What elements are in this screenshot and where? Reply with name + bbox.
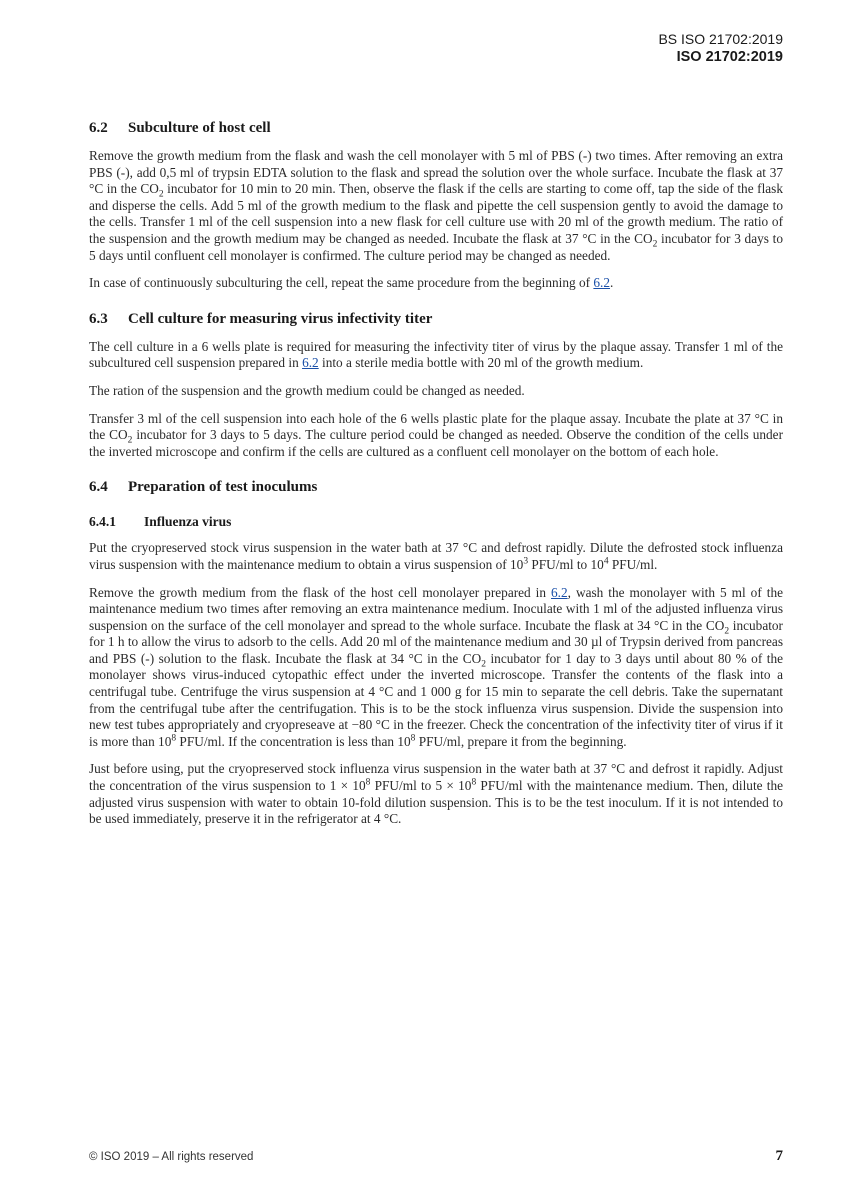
text-run: PFU/ml. [608,556,658,572]
section-number: 6.4 [89,479,108,496]
text-run: incubator for 1 h to allow the virus to adsorb to the cells. Add 20 ml of the maintenance medium and 30 µl of Trypsin derived from pancreas and PBS (-) solution to the flask. Incubate the flask at 34 °C in the CO [89,617,783,666]
section-title: Cell culture for measuring virus infectivity titer [128,310,433,327]
paragraph: The ration of the suspension and the growth medium could be changed as needed. [89,382,525,398]
text-run: Put the cryopreserved stock virus suspension in the water bath at 37 °C and defrost rapidly. Dilute the defrosted stock influenza virus suspension with the maintenance medium to obtain a virus suspension of 10 [89,540,783,572]
document-body [89,118,783,839]
subscript: 2 [724,626,730,637]
text-run: PFU/ml with the maintenance medium. Then, dilute the adjusted virus suspension with water to obtain 10-fold dilution suspension. This is to be the test inoculum. If it is not intended to be used immediately, preserve it in the refrigerator at 4 °C. [89,778,784,827]
section-number: 6.2 [89,120,108,136]
section-title: Subculture of host cell [128,120,271,136]
section-6-3-heading [89,309,783,329]
text-run: incubator for 3 days to 5 days. The culture period could be changed as needed. Observe the condition of the cells under the inverted microscope and confirm if the cells are cultured as a confluent cell monolayer on the bottom of each hole. [89,427,783,459]
text-run: incubator for 3 days to 5 days until confluent cell monolayer is confirmed. The culture period may be changed as needed. [89,230,783,263]
section-title: Preparation of test inoculums [128,479,318,496]
subscript: 2 [652,239,658,250]
paragraph [89,540,783,573]
text-run: PFU/ml to 5 × 10 [370,778,472,794]
paragraph [89,585,783,751]
text-run: into a sterile media bottle with 20 ml of the growth medium. [318,355,644,371]
clause-reference-link[interactable]: 6.2 [551,584,568,600]
text-run: Transfer 3 ml of the cell suspension into each hole of the 6 wells plastic plate for the plaque assay. Incubate the plate at 37 °C in the CO [89,410,783,443]
subsection-6-4-1-heading [89,513,783,531]
text-run: PFU/ml to 10 [528,556,604,572]
text-run: PFU/ml, prepare it from the beginning. [415,733,627,749]
text-run: Remove the growth medium from the flask of the host cell monolayer prepared in [89,584,552,600]
page-number: 7 [775,1148,783,1164]
text-run: . [610,275,614,291]
text-run: The cell culture in a 6 wells plate is required for measuring the infectivity titer of virus by the plaque assay. Transfer 1 ml of the subcultured cell suspension prepared in [89,338,783,371]
section-6-2-heading [89,118,783,138]
page-header [658,30,783,66]
superscript: 3 [523,556,529,567]
text-run: Remove the growth medium from the flask and wash the cell monolayer with 5 ml of PBS (-) two times. After removing an extra PBS (-), add 0,5 ml of trypsin EDTA solution to the flask and spread the solution over the whole surface. Incubate the flask at 37 °C in the CO [89,148,783,197]
text-run: Just before using, put the cryopreserved stock influenza virus suspension in the water bath at 37 °C and defrost it rapidly. Adjust the concentration of the virus suspension to 1 × 10 [89,761,783,794]
superscript: 8 [471,777,477,788]
superscript: 8 [365,777,371,788]
superscript: 8 [171,733,177,744]
subscript: 2 [158,189,164,200]
clause-reference-link[interactable]: 6.2 [593,275,611,291]
text-run: incubator for 1 day to 3 days until about 80 % of the monolayer shows virus-induced cytopathic effect under the inverted microscope. Transfer the contents of the flask into a centrifugal tube. Centrifuge the virus suspension at 4 °C and 1 000 g for 15 min to separate the cell debris. Take the supernatant from the centrifugal tube after the centrifugation. This is to be the stock influenza virus suspension. Divide the suspension into new test tubes appropriately and cryopreseave at −80 °C in the freezer. Check the concentration of the infectivity titer of virus if it is more than 10 [89,650,784,749]
text-run: In case of continuously subculturing the cell, repeat the same procedure from the beginning of [89,275,594,291]
header-standard-iso: ISO 21702:2019 [676,49,783,65]
copyright-notice: © ISO 2019 – All rights reserved [89,1151,254,1163]
paragraph [89,761,783,827]
subsection-number: 6.4.1 [89,514,116,530]
superscript: 4 [603,556,609,567]
page-footer [89,1148,783,1164]
paragraph [89,339,783,372]
clause-reference-link[interactable]: 6.2 [302,355,319,371]
text-run: incubator for 10 min to 20 min. Then, observe the flask if the cells are starting to come off, tap the side of the flask and disperse the cells. Add 5 ml of the growth medium to the flask and pipette the cell suspension gently to avoid the damage to the cells. Transfer 1 ml of the cell suspension into a new flask for cell culture use with 20 ml of the growth medium. The ratio of the suspension and the growth medium may be changed as needed. Incubate the flask at 37 °C in the CO [89,181,783,246]
text-run: , wash the monolayer with 5 ml of the maintenance medium two times after removing an extra maintenance medium. Inoculate with 1 ml of the adjusted influenza virus suspension on the surface of the cell monolayer and spread to the whole surface. Incubate the flask at 34 °C in the CO [89,584,783,633]
superscript: 8 [410,733,416,744]
section-number: 6.3 [89,310,108,327]
paragraph [89,275,783,292]
header-standard-bs: BS ISO 21702:2019 [658,31,783,47]
paragraph [89,411,783,461]
subscript: 2 [127,435,133,446]
subscript: 2 [481,659,486,670]
text-run: PFU/ml. If the concentration is less than 10 [176,733,411,749]
paragraph [89,148,783,264]
section-6-4-heading [89,477,783,497]
subsection-title: Influenza virus [144,514,232,530]
